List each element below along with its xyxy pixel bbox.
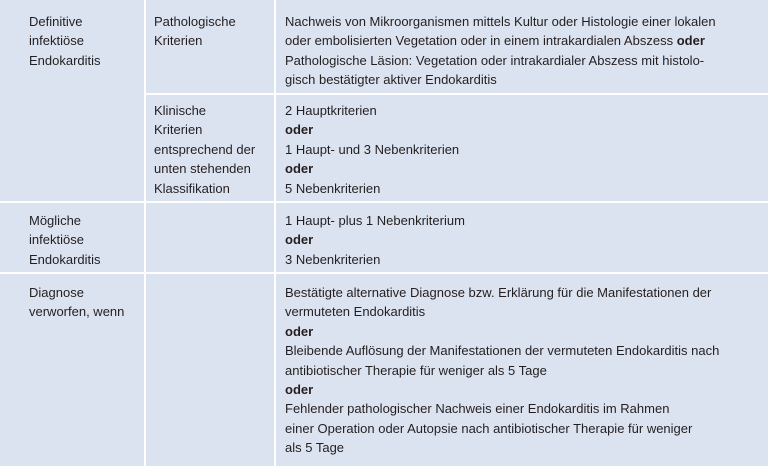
detail-line: 1 Haupt- plus 1 Nebenkriterium — [285, 213, 465, 228]
detail-line: 5 Nebenkriterien — [285, 180, 381, 196]
detail-line: 3 Nebenkriterien — [285, 251, 381, 267]
criteria-line: Klinische — [154, 103, 207, 118]
criteria-line: Klassifikation — [154, 180, 230, 196]
detail-line: als 5 Tage — [285, 440, 345, 456]
detail-line: 1 Haupt- und 3 Nebenkriterien — [285, 141, 460, 157]
criteria-line: Kriterien — [154, 33, 203, 49]
category-line: infektiöse — [29, 33, 84, 49]
detail-line: oder embolisierten Vegetation oder in einem intrakardialen Abszess oder — [285, 33, 705, 49]
detail-line: Bleibende Auflösung der Manifestationen der vermuteten Endokarditis nach — [285, 343, 720, 359]
category-line: Endokarditis — [29, 52, 101, 68]
criteria-detail — [276, 283, 768, 458]
category-line: Diagnose — [29, 285, 84, 300]
criteria-detail — [276, 12, 768, 90]
row-divider-2 — [0, 272, 768, 274]
detail-line: 2 Hauptkriterien — [285, 103, 377, 118]
criteria-line: Pathologische — [154, 14, 236, 29]
detail-line: antibiotischer Therapie für weniger als 5 Tage — [285, 362, 547, 378]
row-category — [0, 283, 144, 322]
detail-line: oder — [285, 232, 314, 248]
detail-line: Bestätigte alternative Diagnose bzw. Erklärung für die Manifestationen der — [285, 285, 712, 300]
criteria-line: unten stehenden — [154, 161, 251, 177]
detail-line: gisch bestätigter aktiver Endokarditis — [285, 72, 497, 88]
detail-line: oder — [285, 161, 314, 177]
criteria-line: entsprechend der — [154, 141, 256, 157]
detail-line: oder — [285, 122, 314, 138]
row-divider-1 — [0, 201, 768, 203]
table-subrow-pathological-detail — [0, 12, 768, 93]
detail-line: Fehlender pathologischer Nachweis einer Endokarditis im Rahmen — [285, 401, 670, 417]
category-line: Endokarditis — [29, 251, 101, 267]
row-category — [0, 211, 144, 269]
criteria-detail — [276, 211, 768, 269]
criteria-line: Kriterien — [154, 122, 203, 138]
detail-line: Pathologische Läsion: Vegetation oder intrakardialer Abszess mit histolo- — [285, 52, 705, 68]
table-row-rejected — [0, 283, 768, 466]
table-subrow-clinical — [0, 101, 768, 201]
category-line: verworfen, wenn — [29, 304, 125, 320]
criteria-detail — [276, 101, 768, 198]
criteria-type — [146, 101, 274, 198]
detail-line: vermuteten Endokarditis — [285, 304, 426, 320]
category-line: Definitive — [29, 14, 83, 29]
detail-line: oder — [285, 382, 314, 398]
detail-line: einer Operation oder Autopsie nach antibiotischer Therapie für weniger — [285, 420, 693, 436]
table-row-possible — [0, 211, 768, 272]
detail-line: Nachweis von Mikroorganismen mittels Kultur oder Histologie einer lokalen — [285, 14, 716, 29]
category-line: Mögliche — [29, 213, 82, 228]
detail-line: oder — [285, 323, 314, 339]
category-line: infektiöse — [29, 232, 84, 248]
